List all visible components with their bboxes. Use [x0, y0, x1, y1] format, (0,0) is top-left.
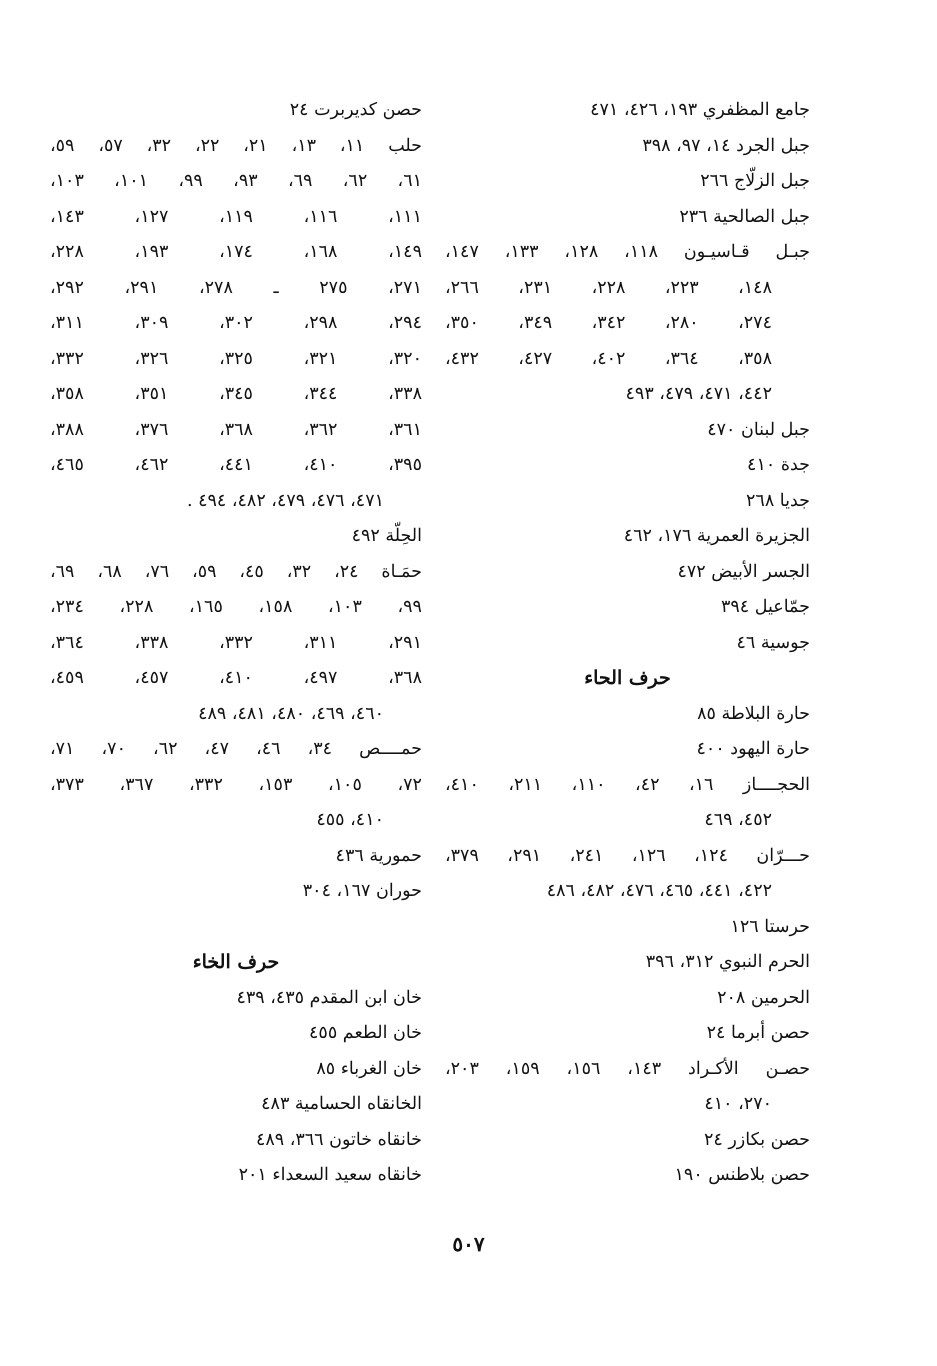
- index-entry-continuation: ٣٥٨، ٣٦٤، ٤٠٢، ٤٢٧، ٤٣٢،: [445, 348, 772, 369]
- index-entry-continuation: ٢٩١، ٣١١، ٣٣٢، ٣٣٨، ٣٦٤،: [50, 632, 422, 653]
- index-entry-continuation: ٩٩، ١٠٣، ١٥٨، ١٦٥، ٢٢٨، ٢٣٤،: [50, 597, 422, 617]
- index-entry-continuation: ١٤٩، ١٦٨، ١٧٤، ١٩٣، ٢٢٨،: [50, 242, 422, 262]
- index-entry: حوران ١٦٧، ٣٠٤: [302, 881, 422, 901]
- index-entry: جبـل قـاسيـون ١١٨، ١٢٨، ١٣٣، ١٤٧،: [445, 242, 810, 262]
- index-entry-continuation: ٣٩٥، ٤١٠، ٤٤١، ٤٦٢، ٤٦٥،: [50, 455, 422, 475]
- index-entry: جبل الصالحية ٢٣٦: [679, 206, 810, 227]
- index-entry-continuation: ٤٤٢، ٤٧١، ٤٧٩، ٤٩٣: [625, 384, 772, 404]
- index-entry: حصـن الأكـراد ١٤٣، ١٥٦، ١٥٩، ٢٠٣،: [445, 1058, 810, 1079]
- index-column-right: [445, 93, 810, 1194]
- index-entry: خان الطعم ٤٥٥: [309, 1023, 422, 1043]
- index-entry: حصن بلاطنس ١٩٠: [674, 1165, 810, 1185]
- index-entry-continuation: ٢٧٠، ٤١٠: [704, 1094, 772, 1114]
- index-entry: حصن كديربرت ٢٤: [289, 100, 422, 120]
- index-entry-continuation: ٤٥٢، ٤٦٩: [704, 810, 772, 830]
- index-entry: الجزيرة العمرية ١٧٦، ٤٦٢: [623, 526, 810, 546]
- index-entry: الحرمين ٢٠٨: [717, 987, 810, 1008]
- index-entry-continuation: ٤٢٢، ٤٤١، ٤٦٥، ٤٧٦، ٤٨٢، ٤٨٦: [546, 881, 772, 901]
- index-entry-continuation: ٢٩٤، ٢٩٨، ٣٠٢، ٣٠٩، ٣١١،: [50, 313, 422, 333]
- index-entry: حصن بكازر ٢٤: [703, 1129, 810, 1150]
- index-entry: حـــرّان ١٢٤، ١٢٦، ٢٤١، ٢٩١، ٣٧٩،: [445, 845, 810, 866]
- index-entry: جبل الزلّاج ٢٦٦: [700, 171, 810, 191]
- index-entry: جديا ٢٦٨: [746, 490, 810, 511]
- index-entry: حمَـاة ٢٤، ٣٢، ٤٥، ٥٩، ٧٦، ٦٨، ٦٩،: [50, 561, 422, 582]
- index-entry: حصن أبرما ٢٤: [706, 1023, 810, 1043]
- index-entry: حمورية ٤٣٦: [335, 845, 422, 866]
- index-entry-continuation: ٢٧٤، ٢٨٠، ٣٤٢، ٣٤٩، ٣٥٠،: [445, 313, 772, 333]
- index-entry: خانقاه خاتون ٣٦٦، ٤٨٩: [255, 1129, 422, 1150]
- index-entry-continuation: ٣٦١، ٣٦٢، ٣٦٨، ٣٧٦، ٣٨٨،: [50, 419, 422, 440]
- index-entry-continuation: ٣٢٠، ٣٢١، ٣٢٥، ٣٢٦، ٣٣٢،: [50, 348, 422, 369]
- index-entry-continuation: ٣٣٨، ٣٤٤، ٣٤٥، ٣٥١، ٣٥٨،: [50, 384, 422, 404]
- index-entry: حرستا ١٢٦: [730, 916, 810, 937]
- index-entry: جمّاعيل ٣٩٤: [720, 597, 810, 617]
- index-entry-continuation: ٦١، ٦٢، ٦٩، ٩٣، ٩٩، ١٠١، ١٠٣،: [50, 171, 422, 191]
- index-entry-continuation: ٢٧١، ٢٧٥ ـ ٢٧٨، ٢٩١، ٢٩٢،: [50, 277, 422, 298]
- index-entry: الخانقاه الحسامية ٤٨٣: [261, 1094, 422, 1114]
- index-entry-continuation: ٣٦٨، ٤٩٧، ٤١٠، ٤٥٧، ٤٥٩،: [50, 668, 422, 688]
- index-entry-continuation: ١١١، ١١٦، ١١٩، ١٢٧، ١٤٣،: [50, 206, 422, 227]
- index-entry: حلب ١١، ١٣، ٢١، ٢٢، ٣٢، ٥٧، ٥٩،: [50, 135, 422, 156]
- index-entry: الحرم النبوي ٣١٢، ٣٩٦: [645, 952, 810, 972]
- index-entry: جوسية ٤٦: [736, 632, 810, 653]
- index-entry: حارة البلاطة ٨٥: [697, 703, 810, 724]
- index-entry-continuation: ٤١٠، ٤٥٥: [316, 810, 384, 830]
- index-entry: جبل لبنان ٤٧٠: [707, 419, 810, 440]
- index-entry: جدة ٤١٠: [747, 455, 810, 475]
- index-entry: جبل الجرد ١٤، ٩٧، ٣٩٨: [642, 135, 810, 156]
- index-entry: خانقاه سعيد السعداء ٢٠١: [238, 1165, 422, 1185]
- index-entry: خان الغرباء ٨٥: [316, 1058, 422, 1079]
- index-entry: الحجــــاز ١٦، ٤٢، ١١٠، ٢١١، ٤١٠،: [445, 774, 810, 795]
- index-entry-continuation: ٤٧١، ٤٧٦، ٤٧٩، ٤٨٢، ٤٩٤ .: [186, 490, 384, 511]
- index-entry: خان ابن المقدم ٤٣٥، ٤٣٩: [236, 987, 422, 1008]
- section-heading: حرف الخاء: [192, 951, 280, 973]
- index-column-left: [50, 93, 422, 1194]
- index-entry: جامع المظفري ١٩٣، ٤٢٦، ٤٧١: [590, 100, 810, 120]
- index-entry: حارة اليهود ٤٠٠: [696, 739, 810, 759]
- index-entry-continuation: ٧٢، ١٠٥، ١٥٣، ٣٣٢، ٣٦٧، ٣٧٣،: [50, 774, 422, 795]
- index-entry-continuation: ٤٦٠، ٤٦٩، ٤٨٠، ٤٨١، ٤٨٩: [198, 703, 384, 724]
- index-entry-continuation: ١٤٨، ٢٢٣، ٢٢٨، ٢٣١، ٢٦٦،: [445, 277, 772, 298]
- index-entry: حمــــص ٣٤، ٤٦، ٤٧، ٦٢، ٧٠، ٧١،: [50, 739, 422, 759]
- spacer: [50, 910, 422, 946]
- page-number: ٥٠٧: [452, 1232, 485, 1256]
- index-entry: الجسر الأبيض ٤٧٢: [677, 561, 810, 582]
- section-heading: حرف الحاء: [584, 667, 671, 689]
- index-entry: الحِلّة ٤٩٢: [351, 526, 422, 546]
